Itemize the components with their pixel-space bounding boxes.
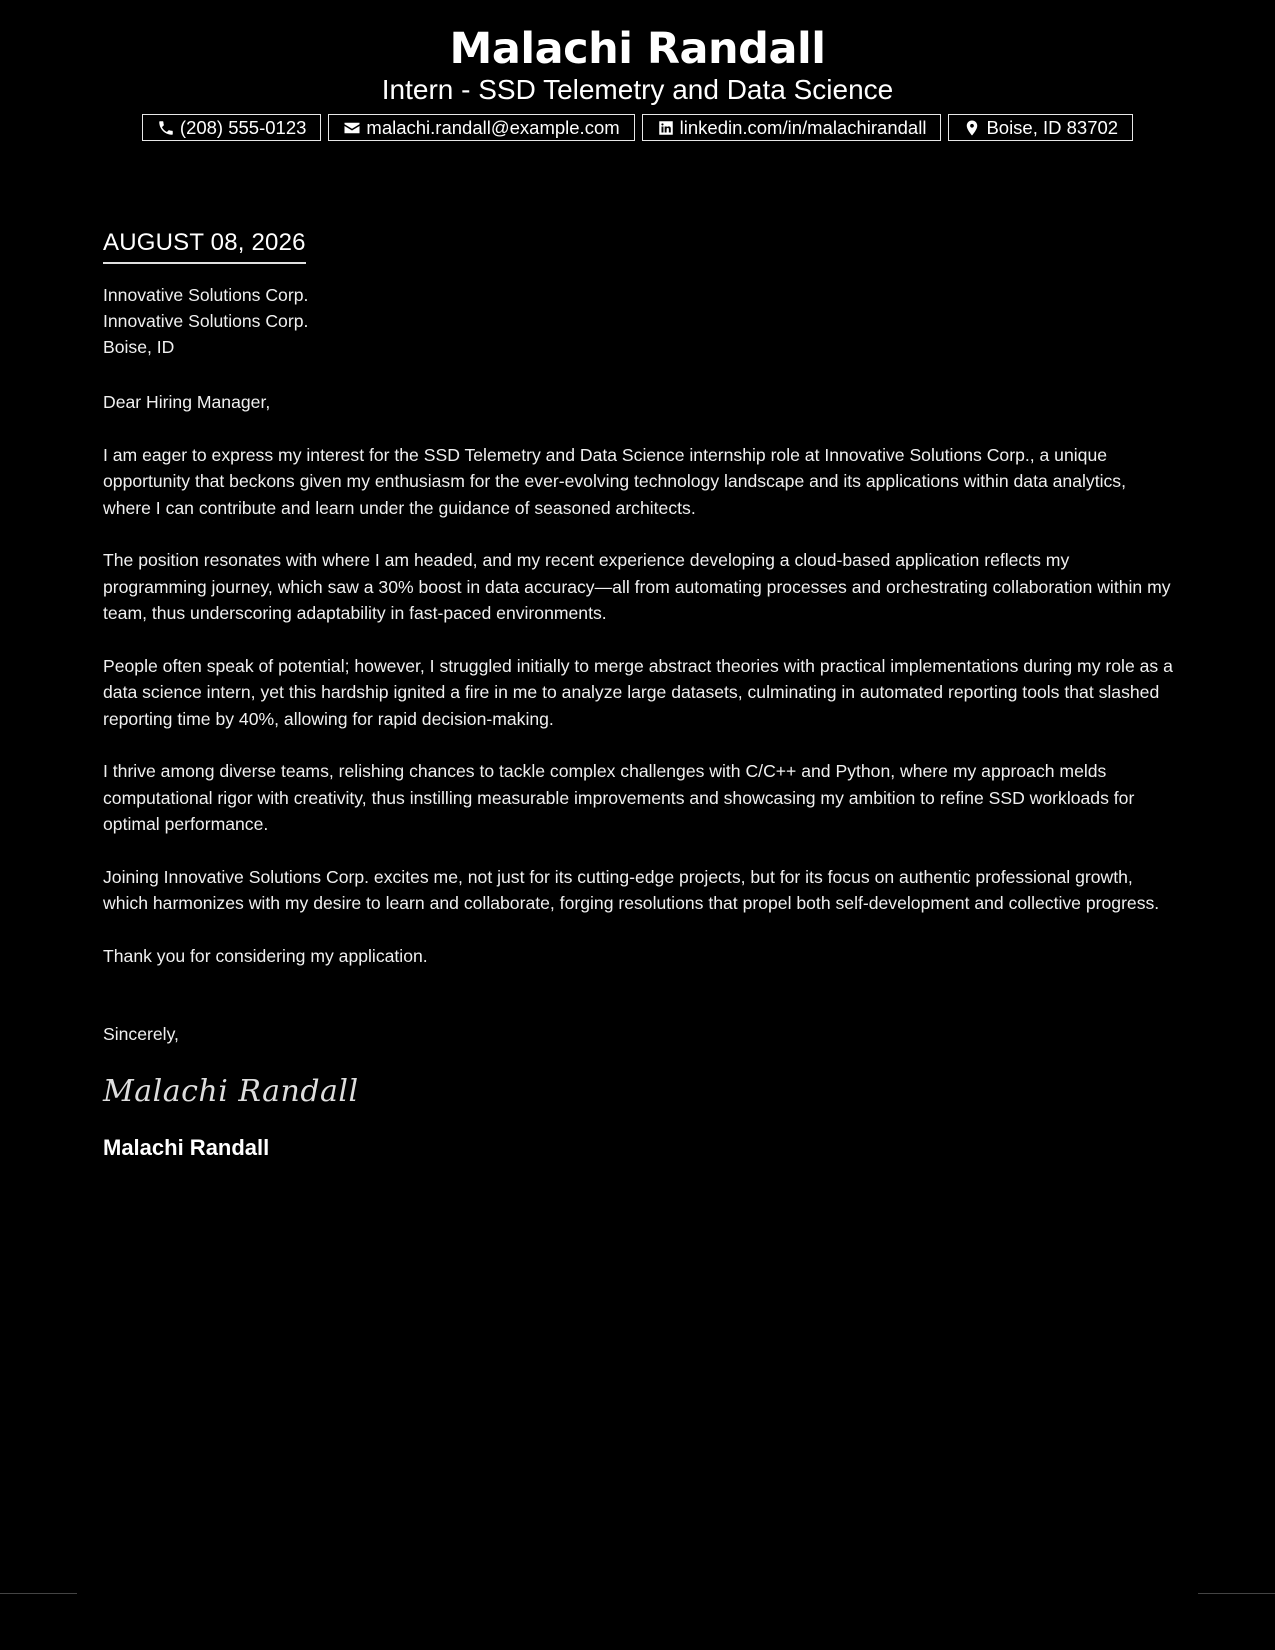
letter-date: AUGUST 08, 2026 [103,228,306,264]
phone-text: (208) 555-0123 [179,116,307,138]
letter-header [0,20,1275,141]
salutation: Dear Hiring Manager, [103,392,271,412]
applicant-name: Malachi Randall [449,24,826,74]
recipient-line: Boise, ID [103,337,175,357]
linkedin-icon [657,119,675,137]
email-text: malachi.randall@example.com [366,116,620,138]
envelope-icon [343,119,361,137]
body-paragraph: Joining Innovative Solutions Corp. excites me, not just for its cutting-edge projects, but for its focus on authentic professional growth, which harmonizes with my desire to learn and collaborate, forging resolutions that propel both self-development and collective progress. [103,866,1160,913]
recipient-line: Innovative Solutions Corp. [103,285,309,305]
contact-linkedin[interactable] [642,114,942,141]
body-paragraph: I am eager to express my interest for the SSD Telemetry and Data Science internship role at Innovative Solutions Corp., a unique opportunity that beckons given my enthusiasm for the ever-evolving technology landscape and its applications within data analytics, where I can contribute and learn under the guidance of seasoned architects. [103,444,1126,518]
map-marker-icon [963,119,981,137]
linkedin-text: linkedin.com/in/malachirandall [679,116,927,138]
contact-bar [0,114,1275,141]
body-paragraph: People often speak of potential; however, I struggled initially to merge abstract theories with practical implementations during my role as a data science intern, yet this hardship ignited a fire in me to analyze large datasets, culminating in automated reporting tools that slashed reporting time by 40%, allowing for rapid decision-making. [103,655,1173,729]
body-paragraph: I thrive among diverse teams, relishing chances to tackle complex challenges with C/C++ and Python, where my approach melds computational rigor with creativity, thus instilling measurable improvements and showcasing my ambition to refine SSD workloads for optimal performance. [103,761,1135,834]
contact-location[interactable] [948,114,1133,141]
footer-divider-right [1198,1593,1275,1594]
signer-name: Malachi Randall [103,1134,270,1160]
body-paragraph: The position resonates with where I am headed, and my recent experience developing a cloud-based application reflects my programming journey, which saw a 30% boost in data accuracy—all from automating processes and orchestrating collaboration within my team, thus underscoring adaptability in fast-paced environments. [103,550,1171,623]
footer-divider-left [0,1593,77,1594]
handwritten-signature: Malachi Randall [103,1073,359,1109]
recipient-block [103,282,1173,360]
phone-icon [157,119,175,137]
location-text: Boise, ID 83702 [986,116,1119,138]
closing: Sincerely, [103,1024,179,1044]
body-paragraph: Thank you for considering my application. [103,945,428,966]
applicant-title: Intern - SSD Telemetry and Data Science [381,74,894,105]
contact-phone[interactable] [142,114,322,141]
letter-body [103,228,1173,1162]
recipient-line: Innovative Solutions Corp. [103,311,309,331]
contact-email[interactable] [328,114,634,141]
